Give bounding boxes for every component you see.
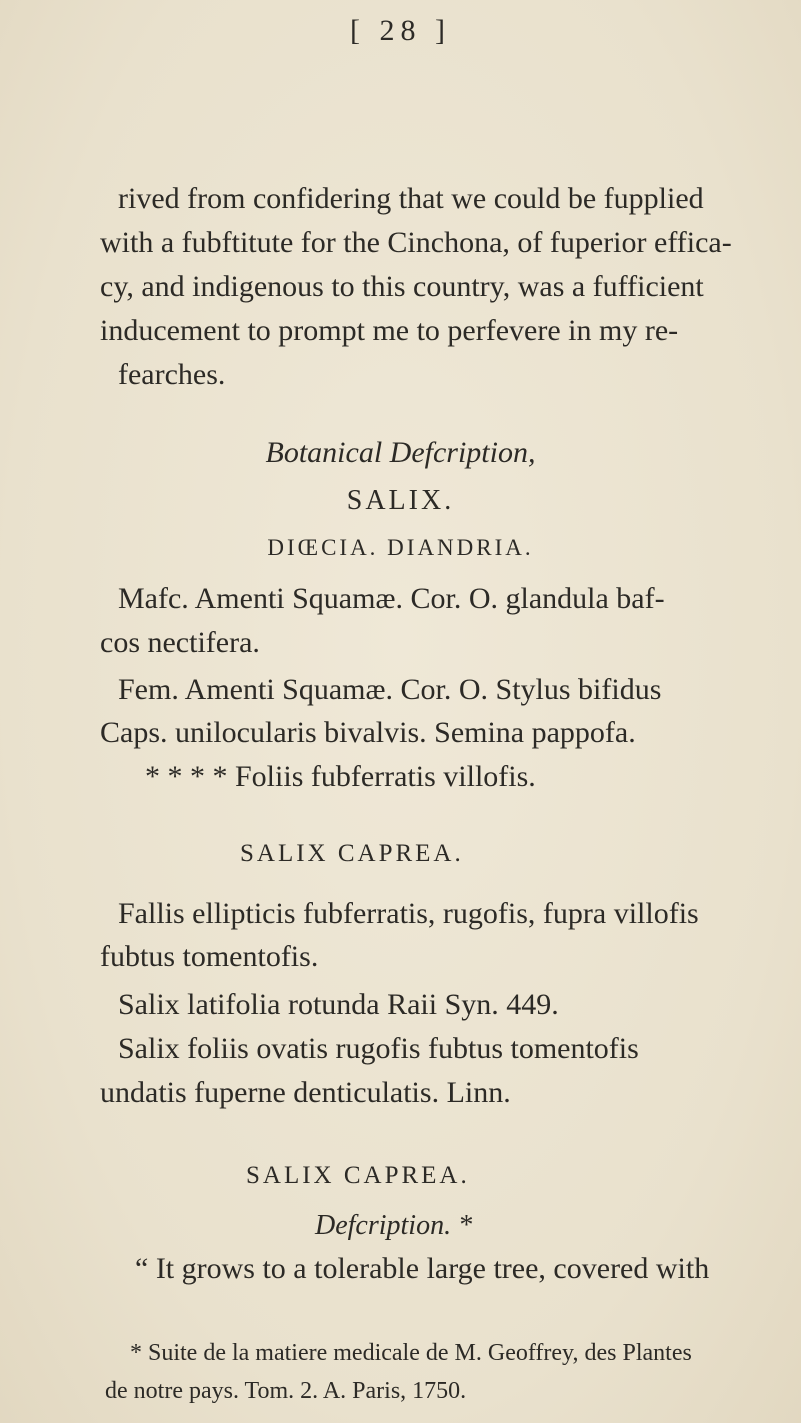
genus-desc-line-4: Caps. unilocularis bivalvis. Semina pappofa.: [100, 716, 636, 749]
genus-desc-line-5: * * * * Foliis fubferratis villofis.: [145, 760, 536, 793]
intro-line-1: rived from confidering that we could be fupplied: [118, 182, 704, 215]
intro-line-4: inducement to prompt me to perfevere in my re-: [100, 314, 679, 347]
species-line-5: undatis fuperne denticulatis. Linn.: [100, 1076, 511, 1109]
species-line-3: Salix latifolia rotunda Raii Syn. 449.: [118, 988, 559, 1021]
footnote-line-1: * Suite de la matiere medicale de M. Geoffrey, des Plantes: [130, 1340, 692, 1366]
description-text: “ It grows to a tolerable large tree, covered with: [135, 1252, 710, 1285]
page-number: [ 28 ]: [350, 14, 451, 47]
intro-line-5: fearches.: [118, 358, 226, 391]
intro-line-3: cy, and indigenous to this country, was a fufficient: [100, 270, 704, 303]
genus-desc-line-1: Mafc. Amenti Squamæ. Cor. O. glandula baf-: [118, 582, 665, 615]
species-line-1: Fallis ellipticis fubferratis, rugofis, fupra villofis: [118, 897, 699, 930]
classification: DIŒCIA. DIANDRIA.: [267, 535, 534, 560]
species-heading-2: SALIX CAPREA.: [246, 1162, 470, 1189]
intro-line-2: with a fubftitute for the Cinchona, of fuperior effica-: [100, 226, 732, 259]
genus-desc-line-3: Fem. Amenti Squamæ. Cor. O. Stylus bifidus: [118, 673, 662, 706]
description-title: Defcription. *: [315, 1210, 473, 1241]
footnote-line-2: de notre pays. Tom. 2. A. Paris, 1750.: [105, 1378, 467, 1404]
section-title: Botanical Defcription,: [265, 436, 536, 469]
species-line-2: fubtus tomentofis.: [100, 940, 319, 973]
species-heading: SALIX CAPREA.: [240, 840, 464, 867]
genus-desc-line-2: cos nectifera.: [100, 626, 260, 659]
genus-heading: SALIX.: [346, 485, 455, 516]
species-line-4: Salix foliis ovatis rugofis fubtus tomentofis: [118, 1032, 639, 1065]
